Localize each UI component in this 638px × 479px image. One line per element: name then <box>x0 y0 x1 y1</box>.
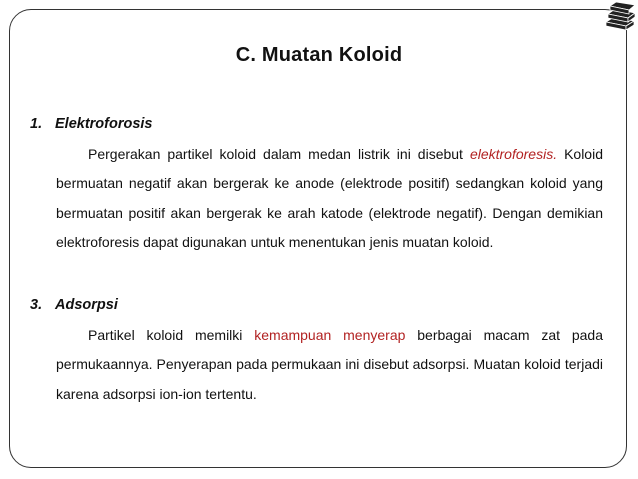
highlight-term: elektroforesis. <box>469 146 558 162</box>
section-paragraph-adsorpsi <box>56 321 603 409</box>
highlight-term: kemampuan menyerap <box>254 327 406 343</box>
section-number: 1. <box>30 116 43 132</box>
stacked-books-icon <box>602 2 636 30</box>
page-title: C. Muatan Koloid <box>235 44 403 66</box>
section-heading-adsorpsi <box>30 297 118 313</box>
paragraph-text: Pergerakan partikel koloid dalam medan listrik ini disebut <box>88 146 470 162</box>
section-heading-elektroforosis <box>30 116 153 132</box>
section-number: 3. <box>30 297 43 313</box>
paragraph-text: Partikel koloid memilki <box>88 327 255 343</box>
section-heading-text: Elektroforosis <box>55 116 153 132</box>
section-heading-text: Adsorpsi <box>55 297 118 313</box>
paragraph-text: berbagai macam zat pada permukaannya. Penyerapan pada permukaan ini disebut adsorpsi. Muatan koloid terjadi karena adsorpsi ion-ion tertentu. <box>56 327 604 402</box>
paragraph-text: Koloid bermuatan negatif akan bergerak ke anode (elektrode positif) sedangkan koloid yang bermuatan positif akan bergerak ke arah katode (elektrode negatif). Dengan demikian elektroforesis dapat digunakan untuk menentukan jenis muatan koloid. <box>56 146 603 250</box>
section-paragraph-elektroforosis <box>56 140 603 257</box>
